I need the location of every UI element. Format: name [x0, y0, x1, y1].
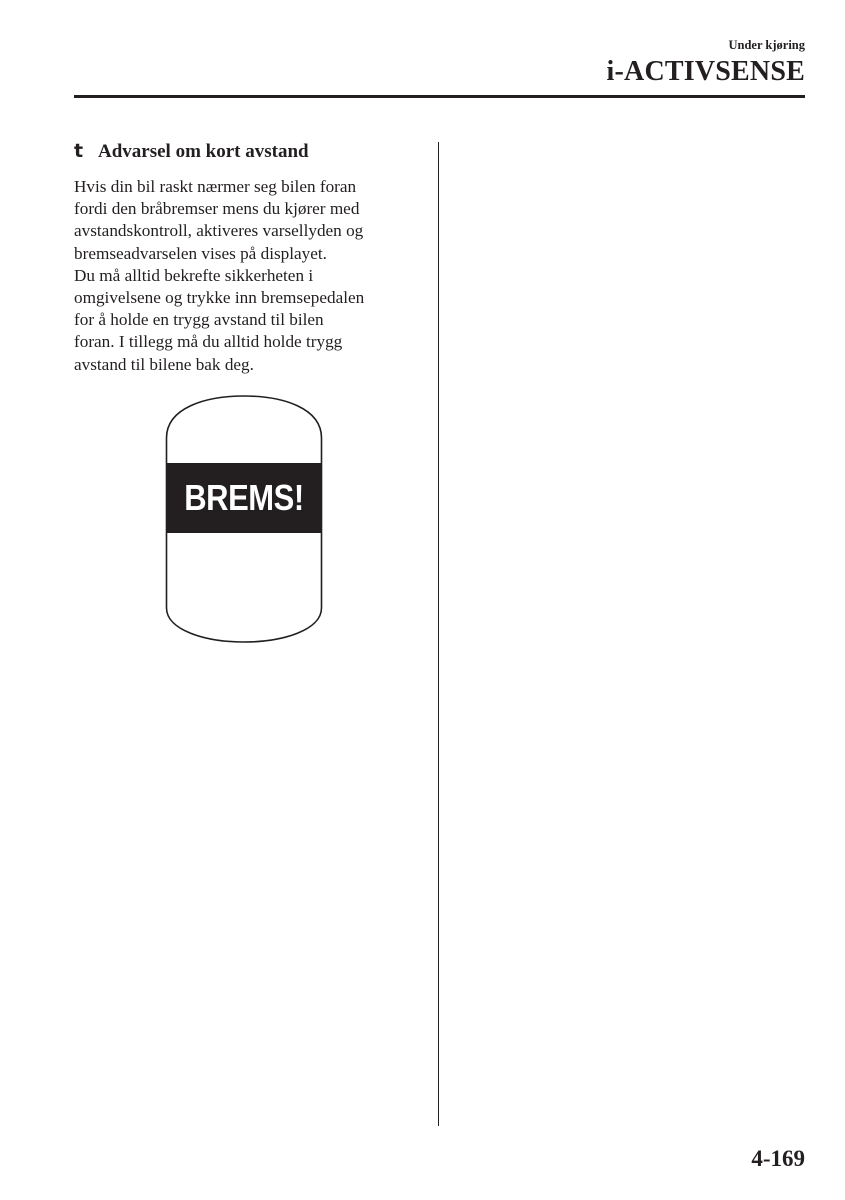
header-rule: [74, 95, 805, 98]
heading-text: Advarsel om kort avstand: [98, 141, 309, 162]
text-line: Hvis din bil raskt nærmer seg bilen foran: [74, 177, 357, 196]
text-line: avstandskontroll, aktiveres varsellyden og: [74, 221, 364, 241]
text-line: fordi den bråbremser mens du kjører med: [74, 199, 360, 219]
column-divider: [438, 142, 439, 1126]
section-heading: [74, 140, 424, 163]
text-line: omgivelsene og trykke inn bremsepedalen: [74, 288, 365, 308]
text-line: foran. I tillegg må du alltid holde trygg: [74, 332, 343, 352]
text-line: Du må alltid bekrefte sikkerheten i: [74, 265, 314, 285]
bullet-marker: t: [74, 140, 84, 162]
text-line: bremseadvarselen vises på displayet.: [74, 243, 327, 263]
body-paragraph: [74, 176, 419, 376]
section-title: i-ACTIVSENSE: [606, 56, 805, 87]
text-line: for å holde en trygg avstand til bilen: [74, 310, 324, 330]
page-number: 4-169: [751, 1146, 805, 1171]
chapter-title: Under kjøring: [728, 38, 805, 52]
text-line: avstand til bilene bak deg.: [74, 354, 254, 374]
brake-warning-text: BREMS!: [184, 477, 304, 518]
brake-warning-display-figure: [165, 394, 323, 644]
